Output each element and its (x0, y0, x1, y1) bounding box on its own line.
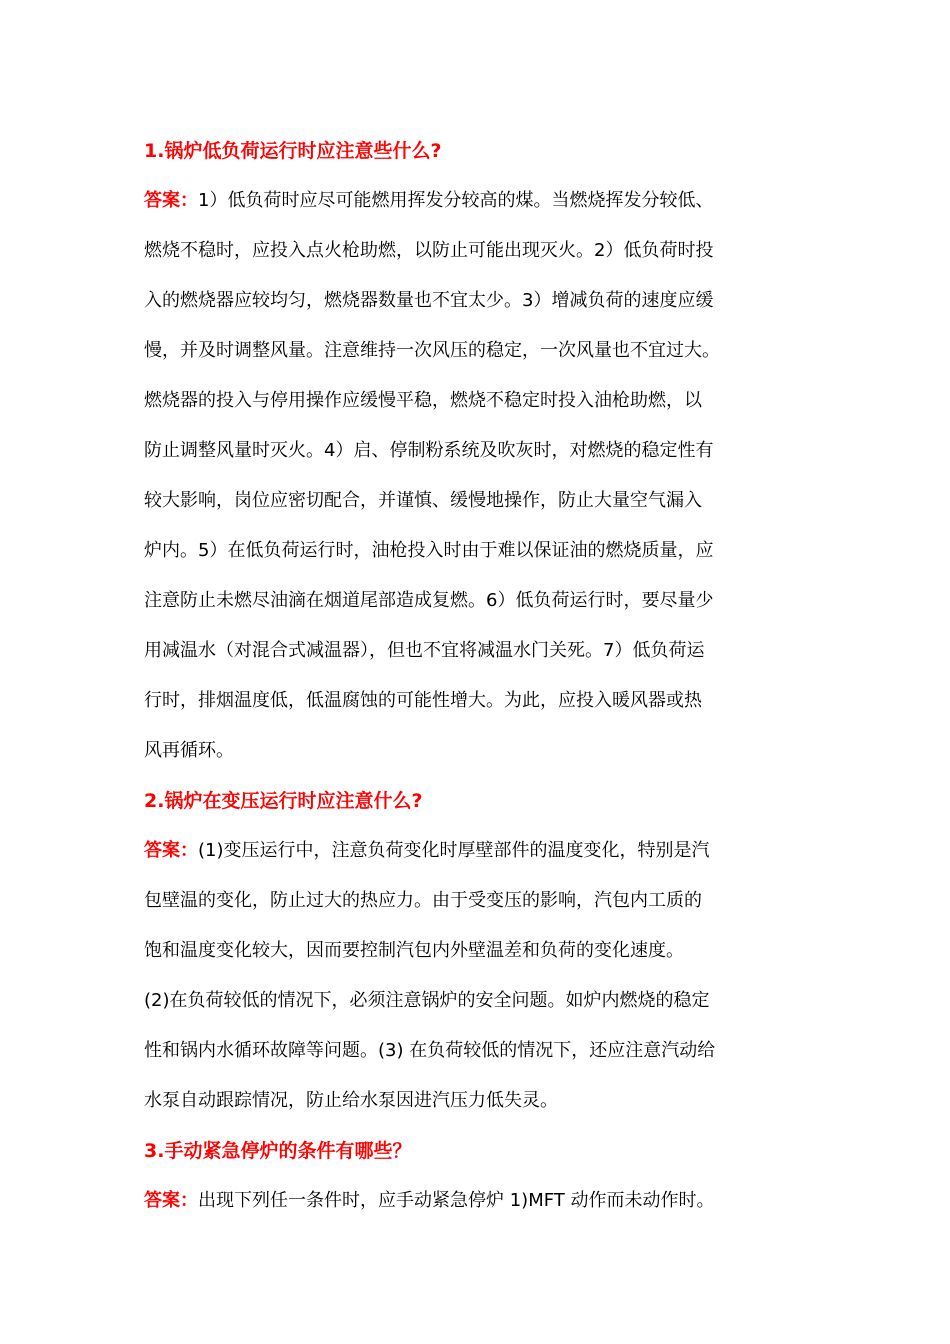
answer-1-line: 防止调整风量时灭火。4）启、停制粉系统及吹灰时，对燃烧的稳定性有 (144, 440, 714, 461)
answer-1-line: 燃烧不稳时，应投入点火枪助燃，以防止可能出现灭火。2）低负荷时投 (144, 240, 714, 261)
question-3-title: 3.手动紧急停炉的条件有哪些？ (144, 1140, 412, 1162)
answer-1-line: 风再循环。 (144, 740, 234, 761)
answer-1-line: 用减温水（对混合式减温器），但也不宜将减温水门关死。7）低负荷运 (144, 640, 705, 661)
answer-1-line: 燃烧器的投入与停用操作应缓慢平稳，燃烧不稳定时投入油枪助燃，以 (144, 390, 702, 411)
answer-1-line: 注意防止未燃尽油滴在烟道尾部造成复燃。6）低负荷运行时，要尽量少 (144, 590, 714, 611)
answer-2-line: 水泵自动跟踪情况，防止给水泵因进汽压力低失灵。 (144, 1090, 558, 1111)
answer-2-line: 饱和温度变化较大，因而要控制汽包内外壁温差和负荷的变化速度。 (144, 940, 684, 961)
answer-1-line: 慢，并及时调整风量。注意维持一次风压的稳定，一次风量也不宜过大。 (144, 340, 720, 361)
document-content (144, 126, 824, 1226)
qa-section-1 (144, 126, 824, 776)
answer-1-line (144, 176, 824, 226)
qa-section-2 (144, 776, 824, 1126)
qa-section-3 (144, 1126, 824, 1226)
answer-2-line: 性和锅内水循环故障等问题。(3) 在负荷较低的情况下，还应注意汽动给 (144, 1040, 716, 1061)
answer-2-line: (2)在负荷较低的情况下，必须注意锅炉的安全问题。如炉内燃烧的稳定 (144, 990, 710, 1011)
answer-1-line: 行时，排烟温度低，低温腐蚀的可能性增大。为此，应投入暖风器或热 (144, 690, 702, 711)
answer-3-text: 出现下列任一条件时，应手动紧急停炉 1)MFT 动作而未动作时。 (198, 1190, 715, 1211)
answer-1-text: 1）低负荷时应尽可能燃用挥发分较高的煤。当燃烧挥发分较低、 (198, 190, 714, 211)
question-2-title: 2.锅炉在变压运行时应注意什么? (144, 790, 423, 812)
answer-2-label: 答案： (144, 840, 198, 861)
answer-3-body (144, 1176, 824, 1226)
answer-3-label: 答案： (144, 1190, 198, 1211)
answer-2-text: (1)变压运行中，注意负荷变化时厚壁部件的温度变化，特别是汽 (198, 840, 710, 861)
answer-2-line (144, 826, 824, 876)
answer-2-line: 包壁温的变化，防止过大的热应力。由于受变压的影响，汽包内工质的 (144, 890, 702, 911)
answer-1-body (144, 176, 824, 776)
answer-3-line (144, 1176, 824, 1226)
question-1-title: 1.锅炉低负荷运行时应注意些什么? (144, 140, 442, 162)
answer-2-body (144, 826, 824, 1126)
answer-1-line: 炉内。5）在低负荷运行时，油枪投入时由于难以保证油的燃烧质量，应 (144, 540, 714, 561)
answer-1-line: 较大影响，岗位应密切配合，并谨慎、缓慢地操作，防止大量空气漏入 (144, 490, 702, 511)
answer-1-line: 入的燃烧器应较均匀，燃烧器数量也不宜太少。3）增减负荷的速度应缓 (144, 290, 714, 311)
answer-1-label: 答案： (144, 190, 198, 211)
